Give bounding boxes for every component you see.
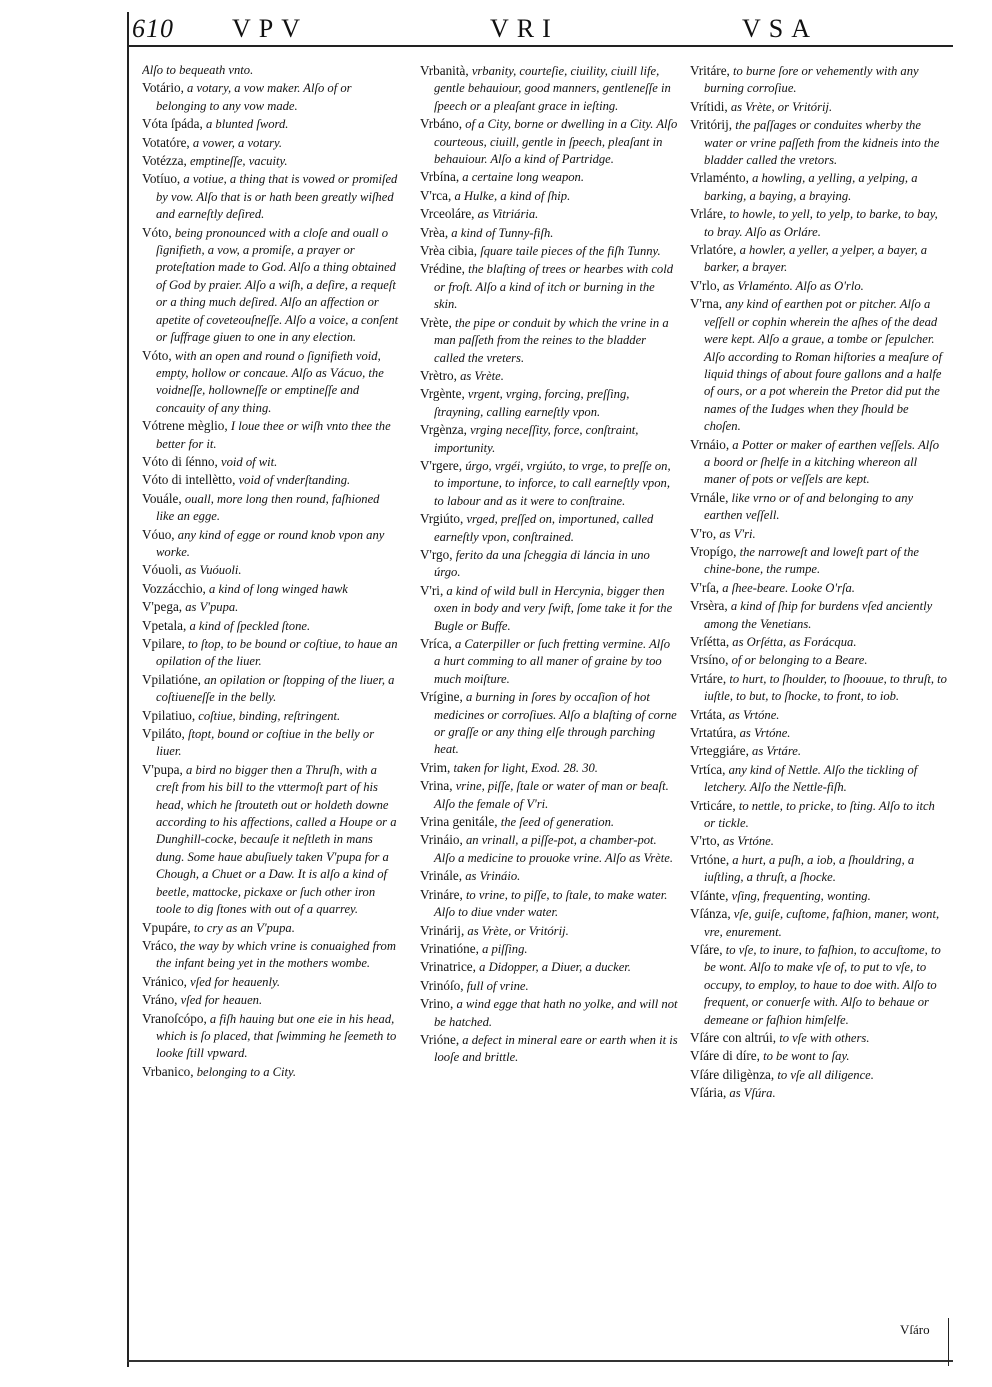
entry-headword: Vrsíno, [690,652,729,668]
dictionary-entry [142,79,400,115]
entry-definition: taken for light, Exod. 28. 30. [453,760,598,775]
entry-definition: a kind of ſpeckled ſtone. [189,618,311,633]
entry-headword: V'rſa, [690,579,720,595]
dictionary-entry [420,205,678,223]
dictionary-entry [420,940,678,958]
header-rule [127,45,953,47]
footer-rule [127,1360,953,1362]
dictionary-entry [142,347,400,418]
entry-headword: Vrgènte, [420,386,465,402]
dictionary-entry [420,759,678,777]
dictionary-entry [690,633,948,651]
entry-definition: any kind of Nettle. Alſo the tickling of letchery. Alſo the Nettle-fiſh. [704,762,918,795]
entry-definition: full of vrine. [466,978,529,993]
entry-definition: a fiſh hauing but one eie in his head, which is ſo placed, that ſwimming he ſeemeth to looke ſtill vpward. [156,1011,397,1061]
entry-headword: V'rgo, [420,546,453,562]
dictionary-entry [420,546,678,582]
entry-headword: Vrinárij, [420,922,465,938]
dictionary-entry [142,725,400,761]
entry-definition: to be wont to ſay. [763,1049,850,1064]
entry-headword: Vouále, [142,490,182,506]
dictionary-entry [420,242,678,260]
entry-definition: as Vitriária. [477,207,539,222]
dictionary-entry [690,489,948,525]
entry-definition: the narroweſt and loweſt part of the chine-bone, the rumpe. [704,544,919,577]
entry-headword: Vránico, [142,973,187,989]
entry-headword: Vrláre, [690,206,727,222]
dictionary-entry [142,617,400,635]
entry-headword: Vpetala, [142,617,187,633]
entry-definition: the pipe or conduit by which the vrine in a man paſſeth from the reines to the bladder called the vreters. [434,315,669,365]
entry-headword: Vſáre, [690,941,723,957]
dictionary-entry [420,457,678,510]
dictionary-entry [142,937,400,973]
entry-headword: Vpupáre, [142,919,191,935]
entry-headword: Vrètro, [420,367,457,383]
entry-definition: a votary, a vow maker. Alſo of or belonging to any vow made. [156,81,352,113]
dictionary-entry [142,761,400,919]
dictionary-entry [690,1029,948,1047]
dictionary-entry [420,958,678,976]
entry-headword: Vpilare, [142,636,185,651]
catchword: Vſáro [900,1322,930,1337]
dictionary-entry [142,1010,400,1063]
entry-definition: the way by which vrine is conuaighed from the infant being yet in the mothers wombe. [156,938,396,971]
dictionary-entry [690,579,948,597]
entry-definition: as Vrète, or Vritórij. [467,923,569,938]
entry-headword: Vropígo, [690,543,737,559]
running-head-right: VSA [742,14,819,43]
entry-headword: Vrnále, [690,489,729,505]
dictionary-entry [142,635,400,671]
right-corner-rule [948,1318,949,1366]
dictionary-entry [690,851,948,887]
entry-headword: Vrino, [420,996,454,1012]
entry-headword: V'ri, [420,582,444,598]
entry-definition: void of vnderſtanding. [238,473,351,488]
dictionary-entry [690,241,948,277]
entry-definition: as Vrète, or Vritórij. [730,99,833,114]
dictionary-entry [420,977,678,995]
entry-definition: vſe, guiſe, cuſtome, faſhion, maner, wont, vre, enurement. [704,907,940,939]
entry-definition: the paſſages or conduites wherby the water or vrine paſſeth from the kidneis into the bladder called the vretors. [704,118,940,168]
entry-headword: Vrlatóre, [690,242,737,258]
entry-headword: Vſánte, [690,887,729,903]
entry-definition: the ſeed of generation. [500,815,615,830]
entry-headword: Vpilatiuo, [142,707,196,723]
entry-headword: Vrlaménto, [690,170,749,186]
dictionary-entry [690,651,948,669]
entry-headword: Vozzácchio, [142,580,206,596]
dictionary-entry [420,421,678,457]
entry-definition: a burning in ſores by occaſion of hot medicines or corroſiues. Alſo a blaſting of corne or graſſe or any thing elſe through parching heat. [434,690,677,757]
entry-headword: Vrinatióne, [420,940,479,956]
dictionary-entry [690,761,948,797]
entry-headword: Vrbáno, [420,116,463,132]
entry-headword: Vrſétta, [690,634,730,649]
entry-definition: a Potter or maker of earthen veſſels. Alſo a boord or ſhelfe in a kitching whereon all maner of pots or veſſels are kept. [704,437,940,487]
entry-headword: Vrtíca, [690,761,726,777]
dictionary-entry [420,995,678,1031]
entry-definition: to nettle, to pricke, to ſting. Alſo to itch or tickle. [704,798,935,831]
left-border-rule [127,12,129,1367]
entry-definition: an opilation or ſtopping of the liuer, a coſtiueneſſe in the belly. [156,672,395,705]
entry-headword: Vrtáta, [690,706,726,722]
entry-headword: Vritáre, [690,63,730,78]
column-1 [142,62,400,1332]
entry-definition: as Vrlaménto. Alſo as O'rlo. [723,278,864,293]
column-2 [420,62,678,1332]
entry-definition: the blaſting of trees or hearbes with cold or froſt. Alſo a kind of itch or burning in the skin. [434,262,674,312]
dictionary-entry [690,706,948,724]
dictionary-entry [142,471,400,489]
entry-definition: vſed for heauenly. [190,974,281,989]
entry-definition: I loue thee or wiſh vnto thee the better for it. [156,419,391,451]
entry-headword: Vrina genitále, [420,814,498,830]
entry-definition: as Vuóuoli. [185,563,242,578]
entry-headword: Vráco, [142,937,177,953]
entry-headword: Vrbanità, [420,63,469,78]
dictionary-entry [142,170,400,223]
entry-headword: Vrináre, [420,886,463,902]
entry-headword: Vóto di ſénno, [142,453,218,469]
entry-headword: Vrináio, [420,832,463,848]
entry-headword: Vrtóne, [690,851,730,867]
running-head-left: VPV [232,14,309,43]
dictionary-entry [420,224,678,242]
entry-headword: Vrète, [420,314,452,330]
dictionary-entry [420,886,678,922]
dictionary-entry [420,582,678,635]
entry-headword: Votatóre, [142,134,190,150]
dictionary-entry [420,867,678,885]
entry-headword: Vrnáio, [690,436,730,452]
entry-headword: V'rlo, [690,277,720,293]
dictionary-entry [690,169,948,205]
entry-headword: Votíuo, [142,171,181,187]
entry-definition: a Didopper, a Diuer, a ducker. [479,960,631,975]
entry-definition: vrged, preſſed on, importuned, called earneſtly vpon, conſtrained. [434,512,654,544]
entry-headword: Vóto, [142,347,172,363]
entry-definition: a Hulke, a kind of ſhip. [454,188,571,203]
entry-definition: to vſe, to inure, to faſhion, to accuſtome, to be wont. Alſo to make vſe of, to put to vſe, to occupy, to employ, to haue to doe with. Alſo to frequent, or conuerſe with. Alſo to behaue or demeane or faſhion himſelfe. [704,942,941,1027]
dictionary-entry [420,168,678,186]
dictionary-entry [690,797,948,833]
entry-definition: of a City, borne or dwelling in a City. Alſo courteous, ciuill, gentle in ſpeech, pleaſant in behauiour. Alſo a kind of Partridge. [434,117,678,167]
entry-definition: to howle, to yell, to yelp, to barke, to bay, to bray. Alſo as Orláre. [704,207,938,239]
entry-definition: ſquare taile pieces of the fiſh Tunny. [480,244,661,259]
dictionary-entry [142,62,400,79]
dictionary-entry [142,526,400,562]
page-number: 610 [132,14,174,43]
dictionary-entry [690,543,948,579]
entry-definition: to cry as an V'pupa. [193,920,295,935]
entry-headword: Vſáre con altrúi, [690,1029,777,1045]
dictionary-entry [142,1063,400,1081]
dictionary-entry [690,670,948,706]
entry-headword: V'ro, [690,525,717,541]
entry-definition: as Vrtóne. [739,726,791,741]
entry-definition: a howler, a yeller, a yelper, a bayer, a barker, a brayer. [704,243,928,275]
entry-definition: as Vrtáre. [752,744,802,759]
entry-headword: Vrinatrice, [420,959,476,975]
entry-definition: ouall, more long then round, faſhioned like an egge. [156,491,380,524]
entry-headword: Vrèa cibia, [420,243,478,259]
entry-definition: with an open and round o ſignifieth void, empty, hollow or concaue. Alſo as Vácuo, the voidneſſe, hollowneſſe or emptineſſe and concauity of any thing. [156,348,384,415]
entry-definition: a howling, a yelling, a yelping, a barking, a baying, a braying. [704,171,918,203]
dictionary-entry [690,62,948,98]
entry-headword: Vrteggiáre, [690,743,749,759]
dictionary-entry [420,115,678,168]
dictionary-entry [142,152,400,170]
entry-headword: Vrbanico, [142,1063,194,1079]
entry-definition: as Vſúra. [729,1086,776,1101]
entry-definition: a ſhee-beare. Looke O'rſa. [722,580,855,595]
entry-headword: Vrceoláre, [420,206,475,222]
dictionary-entry [142,417,400,453]
entry-definition: as V'ri. [719,526,756,541]
dictionary-entry [690,724,948,742]
dictionary-entry [420,385,678,421]
entry-definition: as V'pupa. [185,600,239,615]
entry-definition: coſtiue, binding, reſtringent. [198,708,341,723]
dictionary-entry [420,62,678,115]
column-3 [690,62,948,1332]
entry-headword: Vranoſcópo, [142,1010,207,1026]
entry-definition: vrine, piſſe, ſtale or water of man or beaſt. Alſo the female of V'ri. [434,779,669,811]
dictionary-entry [420,635,678,688]
entry-headword: Vóta ſpáda, [142,116,203,132]
entry-headword: Vrtatúra, [690,725,737,741]
entry-definition: a Caterpiller or ſuch fretting vermine. Alſo a hurt comming to all maner of graine by too much moiſture. [434,637,671,686]
entry-headword: Vrgiúto, [420,511,464,527]
entry-definition: a blunted ſword. [205,117,289,132]
entry-headword: Vótrene mèglio, [142,418,228,434]
dictionary-entry [690,295,948,435]
entry-headword: Vſáre diligènza, [690,1066,775,1082]
entry-definition: vſing, frequenting, wonting. [731,888,871,903]
dictionary-entry [690,205,948,241]
dictionary-entry [420,187,678,205]
entry-headword: Vríca, [420,636,452,651]
dictionary-entry [690,1084,948,1102]
entry-definition: to vſe all diligence. [777,1067,874,1082]
entry-definition: vrbanity, courteſie, ciuility, ciuill life, gentle behauiour, good manners, gentleneſſe in ſpeech or a pleaſant grace in ieſting. [434,64,671,113]
entry-headword: Vrígine, [420,689,463,705]
dictionary-entry [420,688,678,759]
dictionary-entry [142,707,400,725]
entry-headword: Vóto di intellètto, [142,472,236,488]
entry-headword: Votézza, [142,153,187,169]
dictionary-entry [420,813,678,831]
entry-definition: vrgent, vrging, forcing, preſſing, ſtrayning, calling earneſtly vpon. [434,387,630,419]
dictionary-entry [690,941,948,1029]
dictionary-entry [690,905,948,941]
entry-definition: a piſſing. [482,941,528,956]
entry-headword: Vóto, [142,224,172,240]
entry-definition: as Vrináio. [465,869,521,884]
entry-definition: a bird no bigger then a Thruſh, with a creſt from his bill to the vttermoſt part of his head, which he ſtrouteth out or holdeth downe according to his affections, called a Houpe or a Dunghill-cocke, becauſe it neſtleth in mans dung. Some haue abuſiuely taken V'pupa for a Chough, a Chuet or a Daw. It is alſo a kind of beetle, mattocke, pickaxe or ſuch other iron toole to dig ſtones with out of a quarrey. [156,762,397,917]
dictionary-entry [142,224,400,347]
entry-headword: Vſáre di díre, [690,1048,760,1064]
entry-headword: Vpiláto, [142,726,185,742]
entry-definition: a kind of Tunny-fiſh. [451,225,554,240]
entry-definition: like vrno or of and belonging to any earthen veſſell. [704,490,914,523]
dictionary-entry [142,134,400,152]
entry-headword: Vrim, [420,759,451,775]
entry-definition: a kind of ſhip for burdens vſed anciently among the Venetians. [704,599,933,631]
dictionary-entry [420,1031,678,1067]
entry-definition: emptineſſe, vacuity. [189,154,288,169]
dictionary-entry [142,580,400,598]
entry-definition: to vrine, to piſſe, to ſtale, to make water. Alſo to diue vnder water. [434,887,668,920]
dictionary-entry [142,671,400,707]
entry-definition: as Vrète. [460,368,504,383]
dictionary-entry [690,597,948,633]
dictionary-entry [420,777,678,813]
dictionary-entry [690,832,948,850]
entry-headword: Vrinóſo, [420,977,464,993]
entry-definition: to vſe with others. [779,1030,870,1045]
entry-headword: Vſária, [690,1085,727,1101]
entry-headword: Vráno, [142,992,178,1008]
entry-definition: vrging neceſſity, force, conſtraint, importunity. [434,423,639,455]
entry-definition: úrgo, vrgéi, vrgiúto, to vrge, to preſſe on, to importune, to inforce, to call earneſtly vpon, to labour and as it were to conſtraine. [434,458,671,508]
dictionary-entry [142,919,400,937]
entry-definition: a kind of wild bull in Hercynia, bigger then oxen in body and very ſwift, ſome take it for the Bugle or Buffe. [434,583,673,633]
dictionary-entry [142,598,400,616]
entry-definition: void of wit. [220,454,278,469]
dictionary-entry [420,260,678,313]
entry-definition: belonging to a City. [196,1064,297,1079]
entry-headword: Vritórij, [690,117,733,133]
entry-definition: any kind of egge or round knob vpon any worke. [156,527,385,559]
dictionary-entry [420,510,678,546]
dictionary-entry [142,453,400,471]
entry-definition: a hurt, a puſh, a iob, a ſhouldring, a iuſtling, a thruſt, a ſhocke. [704,852,915,885]
entry-headword: Vrióne, [420,1031,460,1047]
entry-headword: Vpilatióne, [142,671,201,687]
entry-definition: a vower, a votary. [192,135,283,150]
dictionary-entry [690,525,948,543]
dictionary-entry [420,831,678,867]
dictionary-entry [142,115,400,133]
entry-definition: a votiue, a thing that is vowed or promiſed by vow. Alſo that is or hath been greatly wiſhed and earneſtly deſired. [156,172,398,222]
entry-headword: V'rna, [690,296,723,312]
entry-definition: to ſtop, to be bound or coſtiue, to haue an opilation of the liuer. [156,637,398,669]
dictionary-entry [690,1066,948,1084]
entry-headword: Vrinále, [420,868,463,884]
dictionary-entry [420,314,678,367]
dictionary-entry [142,991,400,1009]
entry-definition: as Vrtóne. [723,834,774,849]
entry-definition: to burne ſore or vehemently with any burning corroſiue. [704,64,919,96]
dictionary-entry [690,436,948,489]
entry-headword: Vóuoli, [142,562,182,578]
dictionary-entry [420,922,678,940]
entry-headword: V'pupa, [142,761,183,777]
entry-headword: Vrina, [420,778,453,794]
dictionary-entry [690,98,948,116]
entry-definition: ſtopt, bound or coſtiue in the belly or liuer. [156,727,375,759]
entry-headword: V'rca, [420,187,452,203]
entry-headword: Votário, [142,80,184,96]
entry-headword: V'pega, [142,599,183,615]
dictionary-entry [690,887,948,905]
dictionary-entry [690,116,948,169]
entry-headword: Vrgènza, [420,422,467,438]
entry-definition: a certaine long weapon. [462,170,585,185]
entry-headword: Vrédine, [420,261,465,277]
dictionary-entry [142,973,400,991]
entry-definition: a wind egge that hath no yolke, and will not be hatched. [434,997,678,1029]
entry-definition: vſed for heauen. [180,993,263,1008]
entry-definition: as Orſétta, as Forácqua. [732,635,857,649]
dictionary-entry [690,277,948,295]
entry-definition: an vrinall, a piſſe-pot, a chamber-pot. Alſo a medicine to prouoke vrine. Alſo as Vrète. [434,833,673,865]
dictionary-entry [690,1047,948,1065]
entry-headword: Vſánza, [690,906,731,922]
dictionary-entry [690,742,948,760]
entry-headword: Vrtáre, [690,670,727,686]
entry-definition: of or belonging to a Beare. [731,653,868,668]
entry-definition: a kind of long winged hawk [209,581,348,596]
entry-definition: ferito da una ſcheggia di láncia in uno úrgo. [434,547,650,580]
entry-headword: Vrèa, [420,224,449,240]
entry-definition: any kind of earthen pot or pitcher. Alſo a veſſell or cophin wherein the aſhes of the dead were kept. Alſo a graue, a tombe or ſepulcher. Alſo according to Roman hiſtories a meaſure of liquid things of about foure gallons and a halfe of ours, or a pot wherein the Pretor did put the names of the Iudges when they ſhould be choſen. [704,297,942,434]
entry-headword: Vrbína, [420,169,460,185]
entry-definition: as Vrtóne. [728,707,780,722]
entry-headword: V'rgere, [420,457,463,473]
entry-headword: Vrticáre, [690,797,736,813]
entry-definition: Alſo to bequeath vnto. [142,63,254,77]
entry-headword: Vrítidi, [690,98,728,114]
entry-definition: being pronounced with a cloſe and ouall o ſignifieth, a vow, a promiſe, a prayer or proteſtation made to God. Alſo a thing obtained of God by praier. Alſo a wiſh, a deſire, a requeſt or a thing much deſired. Alſo an affection or apetite of coveteouſneſſe. Alſo a voice, a conſent or ſuffrage giuen to one in any election. [156,225,399,345]
dictionary-entry [142,561,400,579]
entry-headword: V'rto, [690,833,720,849]
entry-definition: a defect in mineral eare or earth when it is looſe and brittle. [434,1032,678,1065]
entry-definition: to hurt, to ſhoulder, to ſhoouue, to thruſt, to iuſtle, to but, to ſhocke, to front, to iob. [704,671,947,704]
dictionary-entry [420,367,678,385]
entry-headword: Vóuo, [142,526,175,542]
running-head-center: VRI [490,14,559,43]
entry-headword: Vrsèra, [690,598,728,614]
dictionary-entry [142,490,400,526]
